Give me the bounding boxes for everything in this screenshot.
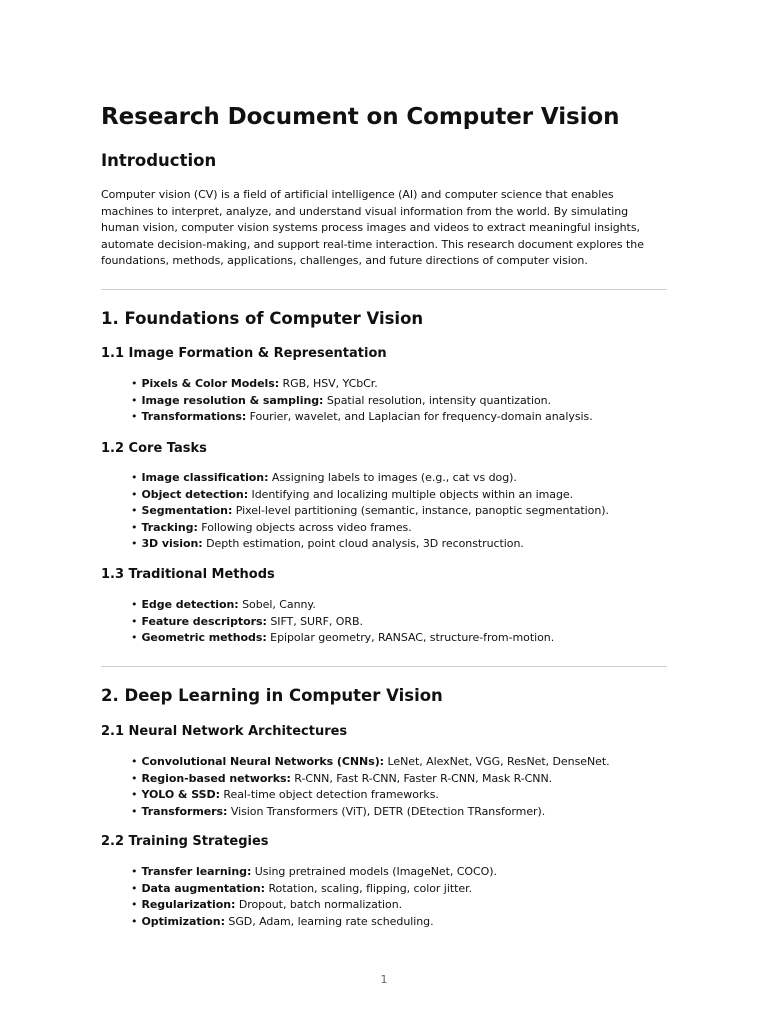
item-term: Segmentation: (141, 504, 233, 517)
item-term: Tracking: (141, 520, 198, 534)
item-term: YOLO & SSD: (141, 788, 220, 801)
bullet-icon: • (131, 598, 138, 611)
item-description: Identifying and localizing multiple objects within an image. (248, 487, 574, 501)
bullet-icon: • (131, 631, 138, 644)
bullet-icon: • (131, 471, 138, 484)
item-term: 3D vision: (141, 537, 203, 550)
item-description: R-CNN, Fast R-CNN, Faster R-CNN, Mask R-CNN. (290, 771, 553, 785)
section-heading-foundations: 1. Foundations of Computer Vision (101, 309, 424, 328)
item-description: SIFT, SURF, ORB. (266, 614, 363, 628)
item-term: Feature descriptors: (141, 614, 267, 628)
subsection-heading-training-strategies: 2.2 Training Strategies (101, 834, 269, 849)
bullet-list-traditional-methods (131, 597, 554, 647)
list-item (131, 754, 610, 771)
item-term: Pixels & Color Models: (141, 377, 280, 390)
bullet-list-training-strategies (131, 864, 497, 930)
item-description: Dropout, batch normalization. (235, 898, 403, 911)
bullet-icon: • (131, 788, 138, 801)
item-term: Optimization: (141, 914, 225, 928)
item-term: Region-based networks: (141, 771, 291, 785)
subsection-heading-architectures: 2.1 Neural Network Architectures (101, 724, 348, 739)
bullet-icon: • (131, 755, 138, 768)
bullet-icon: • (131, 614, 138, 628)
bullet-list-architectures (131, 754, 610, 820)
item-term: Transformers: (141, 804, 228, 818)
item-description: Spatial resolution, intensity quantization. (323, 393, 551, 407)
list-item (131, 393, 593, 410)
section-heading-deep-learning: 2. Deep Learning in Computer Vision (101, 686, 443, 705)
list-item (131, 804, 610, 821)
list-item (131, 771, 610, 788)
list-item (131, 630, 554, 647)
bullet-icon: • (131, 771, 138, 785)
bullet-list-core-tasks (131, 470, 609, 553)
introduction-heading: Introduction (101, 151, 217, 170)
item-description: Sobel, Canny. (238, 598, 316, 611)
item-description: Depth estimation, point cloud analysis, 3D reconstruction. (202, 537, 524, 550)
section-divider (101, 666, 667, 667)
item-term: Regularization: (141, 898, 236, 911)
list-item (131, 536, 609, 553)
list-item (131, 881, 497, 898)
bullet-icon: • (131, 898, 138, 911)
bullet-icon: • (131, 487, 138, 501)
bullet-icon: • (131, 804, 138, 818)
bullet-icon: • (131, 377, 138, 390)
item-term: Transfer learning: (141, 865, 252, 878)
subsection-heading-core-tasks: 1.2 Core Tasks (101, 441, 207, 456)
subsection-heading-image-formation: 1.1 Image Formation & Representation (101, 346, 387, 361)
list-item (131, 376, 593, 393)
item-term: Convolutional Neural Networks (CNNs): (141, 755, 385, 768)
bullet-icon: • (131, 865, 138, 878)
item-description: RGB, HSV, YCbCr. (279, 377, 378, 390)
document-title: Research Document on Computer Vision (101, 104, 620, 130)
list-item (131, 897, 497, 914)
item-description: Rotation, scaling, flipping, color jitter. (265, 881, 472, 895)
item-description: Using pretrained models (ImageNet, COCO). (251, 865, 497, 878)
item-term: Edge detection: (141, 598, 239, 611)
item-description: Vision Transformers (ViT), DETR (DEtection TRansformer). (227, 804, 546, 818)
list-item (131, 520, 609, 537)
item-term: Object detection: (141, 487, 249, 501)
bullet-icon: • (131, 504, 138, 517)
list-item (131, 614, 554, 631)
list-item (131, 914, 497, 931)
introduction-paragraph: Computer vision (CV) is a field of artificial intelligence (AI) and computer science that enables machines to interpret, analyze, and understand visual information from the world. By simulating human vision, computer vision systems process images and videos to extract meaningful insights, automate decision-making, and support real-time interaction. This research document explores the foundations, methods, applications, challenges, and future directions of computer vision. (101, 188, 644, 267)
bullet-icon: • (131, 881, 138, 895)
item-description: Pixel-level partitioning (semantic, instance, panoptic segmentation). (232, 504, 609, 517)
item-description: Real-time object detection frameworks. (219, 788, 439, 801)
bullet-list-image-formation (131, 376, 593, 426)
item-description: SGD, Adam, learning rate scheduling. (224, 914, 434, 928)
list-item (131, 787, 610, 804)
bullet-icon: • (131, 393, 138, 407)
list-item (131, 470, 609, 487)
subsection-heading-traditional-methods: 1.3 Traditional Methods (101, 567, 275, 582)
item-term: Transformations: (141, 410, 247, 423)
item-description: Fourier, wavelet, and Laplacian for frequency-domain analysis. (246, 410, 593, 423)
list-item (131, 409, 593, 426)
bullet-icon: • (131, 914, 138, 928)
item-description: Epipolar geometry, RANSAC, structure-from-motion. (266, 631, 555, 644)
item-term: Data augmentation: (141, 881, 265, 895)
list-item (131, 864, 497, 881)
item-description: LeNet, AlexNet, VGG, ResNet, DenseNet. (384, 755, 610, 768)
item-description: Assigning labels to images (e.g., cat vs dog). (268, 471, 517, 484)
bullet-icon: • (131, 410, 138, 423)
item-term: Image resolution & sampling: (141, 393, 324, 407)
list-item (131, 597, 554, 614)
page-number: 1 (380, 973, 388, 986)
section-divider (101, 289, 667, 290)
list-item (131, 487, 609, 504)
list-item (131, 503, 609, 520)
bullet-icon: • (131, 537, 138, 550)
bullet-icon: • (131, 520, 138, 534)
item-term: Image classification: (141, 471, 269, 484)
item-term: Geometric methods: (141, 631, 267, 644)
item-description: Following objects across video frames. (197, 520, 412, 534)
